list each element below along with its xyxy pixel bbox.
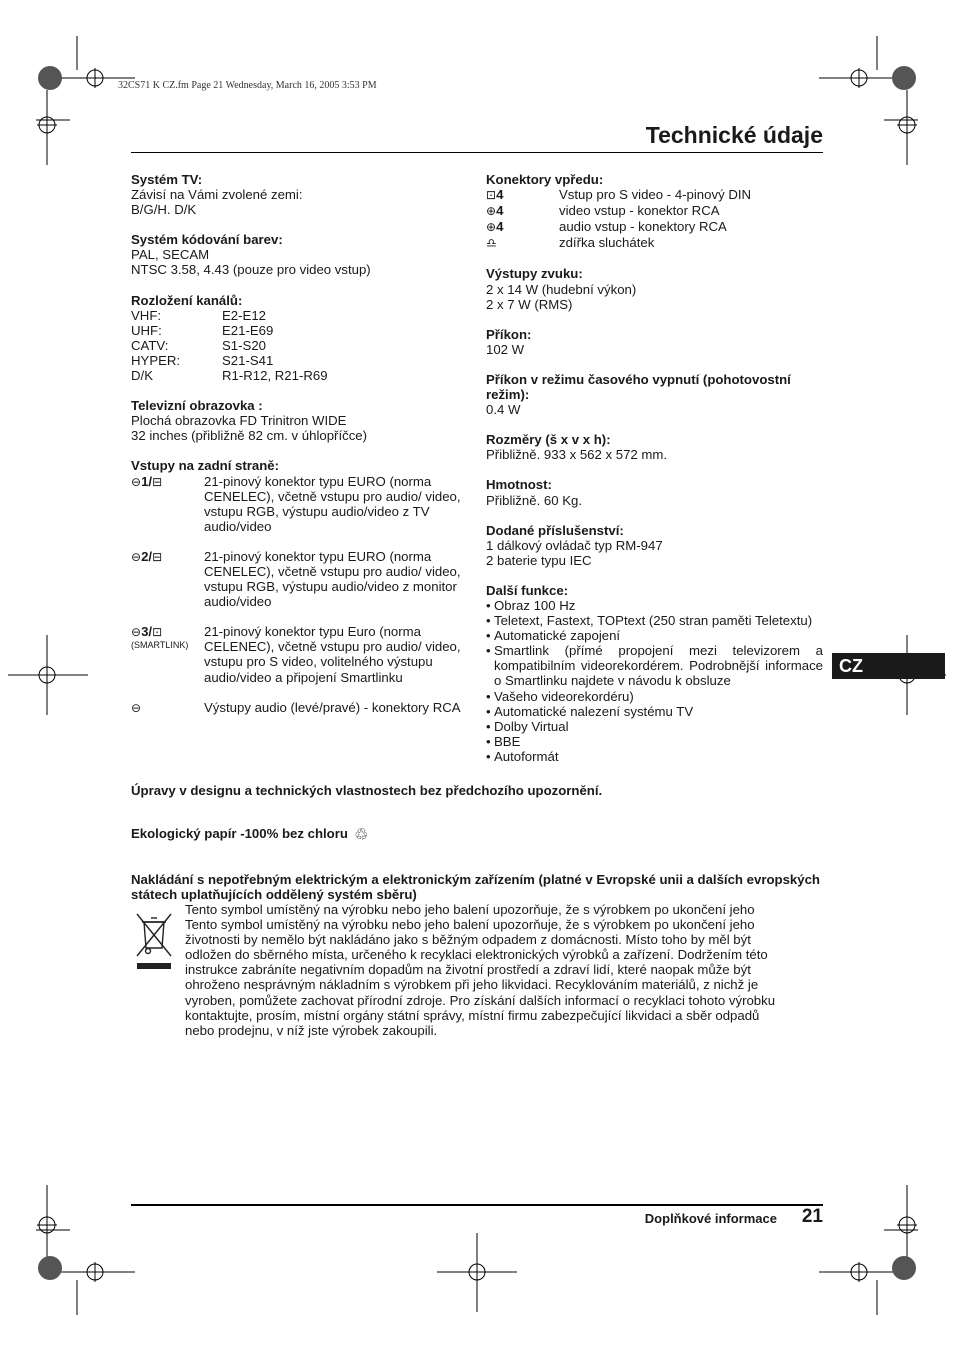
feature-item: • BBE — [486, 734, 823, 749]
screen-heading: Televizní obrazovka : — [131, 398, 263, 414]
channel-band: D/K — [131, 368, 153, 384]
rear-port-number: 2/ — [141, 548, 153, 564]
screen-line: Plochá obrazovka FD Trinitron WIDE — [131, 413, 347, 429]
front-connector-text: zdířka sluchátek — [559, 235, 655, 251]
dimensions-heading: Rozměry (š x v x h): — [486, 432, 611, 448]
front-connector-text: Vstup pro S video - 4-pinový DIN — [559, 187, 752, 203]
front-connector-row — [486, 219, 823, 235]
channel-band: UHF: — [131, 322, 162, 338]
feature-item: • Dolby Virtual — [486, 719, 823, 734]
weee-text-line: odložen do sběrného místa, určeného k recyklaci elektronických výrobků a zařízení. Dodržením této — [185, 947, 768, 963]
audio-output-heading: Výstupy zvuku: — [486, 266, 583, 282]
eco-paper-note — [131, 826, 368, 843]
channel-row — [131, 323, 471, 338]
rear-port-text: 21-pinový konektor typu Euro (norma CELENEC), včetně vstupu pro audio/ video, vstupu pro S video, volitelného výstupu audio/video a připojení Smartlinku — [204, 624, 461, 685]
scart-output-icon: ⊟ — [152, 549, 163, 564]
accessories-line: 2 baterie typu IEC — [486, 552, 592, 568]
power-heading: Příkon: — [486, 326, 532, 342]
rear-port-label — [131, 474, 204, 534]
scart-output-icon: ⊟ — [152, 474, 163, 489]
color-system-heading: Systém kódování barev: — [131, 232, 283, 248]
feature-item: • Automatické zapojení — [486, 628, 823, 643]
weee-text — [185, 902, 823, 1038]
dimensions-section — [486, 432, 823, 462]
screen-section — [131, 398, 471, 443]
channel-row — [131, 308, 471, 323]
right-column — [486, 172, 823, 764]
crossed-bin-icon — [134, 910, 174, 972]
features-list — [486, 598, 823, 764]
channel-band: VHF: — [131, 307, 162, 323]
weee-text-line: nebo prodejnu, v níž jste výrobek zakoupili. — [185, 1022, 438, 1038]
accessories-line: 1 dálkový ovládač typ RM-947 — [486, 537, 663, 553]
svideo-icon: ⊡ — [486, 188, 497, 203]
tv-system-heading: Systém TV: — [131, 172, 203, 187]
front-connector-number: 4 — [496, 203, 504, 219]
footer-section-label: Doplňkové informace — [644, 1211, 777, 1226]
channel-range: E2-E12 — [222, 307, 266, 323]
rear-port-label — [131, 624, 204, 684]
page-number: 21 — [801, 1206, 823, 1227]
feature-item: • Autoformát — [486, 749, 823, 764]
front-connector-label — [486, 203, 559, 219]
feature-item: • Automatické nalezení systému TV — [486, 704, 823, 719]
design-notice: Úpravy v designu a technických vlastnostech bez předchozího upozornění. — [131, 783, 603, 798]
left-column — [131, 172, 471, 731]
front-connector-row — [486, 235, 823, 251]
channel-band: HYPER: — [131, 352, 181, 368]
weee-text-line: ohroženo nesprávným nákladním s výrobkem při jeho likvidaci. Recyklováním materiálů, z nichž je — [185, 977, 759, 993]
color-system-section — [131, 232, 471, 277]
page-title: Technické údaje — [645, 122, 823, 148]
channel-range: S1-S20 — [222, 337, 266, 353]
rear-port — [131, 700, 471, 716]
scart-input-icon: ⊖ — [131, 625, 142, 640]
recycle-icon: ♲ — [353, 827, 369, 844]
color-system-line: PAL, SECAM — [131, 247, 210, 263]
rear-port — [131, 549, 471, 609]
rear-port — [131, 624, 471, 684]
accessories-section — [486, 523, 823, 568]
tv-system-line: Závisí na Vámi zvolené zemi: — [131, 187, 303, 203]
weight-line: Přibližně. 60 Kg. — [486, 492, 583, 508]
power-line: 102 W — [486, 341, 525, 357]
feature-item: • Obraz 100 Hz — [486, 598, 823, 613]
weee-title: Nakládání s nepotřebným elektrickým a elektronickým zařízením (platné v Evropské unii a dalších evropských státech uplatňujících oddělený systém sběru) — [131, 872, 820, 903]
rear-port-text: 21-pinový konektor typu EURO (norma CENELEC), včetně vstupu pro audio/ video, vstupu RGB, výstupu audio/video z TV audio/video — [204, 473, 461, 534]
audio-output-section — [486, 266, 823, 311]
front-connector-text: video vstup - konektor RCA — [559, 203, 720, 219]
weee-text-line: Tento symbol umístěný na výrobku nebo jeho balení upozorňuje, že s výrobkem po ukončení jeho — [185, 902, 755, 917]
features-section — [486, 583, 823, 764]
scart-input-icon: ⊖ — [131, 549, 142, 564]
screen-line: 32 inches (přibližně 82 cm. v úhlopříčce) — [131, 428, 368, 444]
front-connector-label — [486, 187, 559, 203]
audio-input-icon: ⊕ — [486, 220, 497, 235]
features-heading: Další funkce: — [486, 582, 569, 598]
feature-item: • Smartlink (přímé propojení mezi televizorem a kompatibilním videorekordérem. Podrobnější informace o Smartlinku najdete v návodu k obsluze — [486, 643, 823, 688]
rear-port-label — [131, 700, 204, 716]
tv-system-line: B/G/H. D/K — [131, 202, 197, 218]
weee-text-line: kontaktujte, prosím, místní orgány státní správy, místní firmu zabezpečující likvidaci a sběr odpadů — [185, 1007, 760, 1023]
feature-item: • Vašeho videorekordéru) — [486, 689, 823, 704]
rear-port-text: 21-pinový konektor typu EURO (norma CENELEC), včetně vstupu pro audio/ video, vstupu RGB, výstupu audio/video z monitor audio/video — [204, 548, 461, 610]
accessories-heading: Dodané příslušenství: — [486, 522, 624, 538]
channel-range: E21-E69 — [222, 322, 274, 338]
rear-inputs-heading: Vstupy na zadní straně: — [131, 458, 280, 474]
front-connectors-section — [486, 172, 823, 251]
standby-section — [486, 372, 823, 417]
rear-inputs-section — [131, 458, 471, 715]
front-connector-text: audio vstup - konektory RCA — [559, 219, 727, 235]
rear-port-label — [131, 549, 204, 609]
channels-section — [131, 293, 471, 384]
rear-port-number: 1/ — [141, 473, 153, 489]
standby-heading: Příkon v režimu časového vypnutí (pohotovostní režim): — [486, 371, 791, 403]
power-section — [486, 327, 823, 357]
weee-text-line: Tento symbol umístěný na výrobku nebo jeho balení upozorňuje, že s výrobkem po ukončení jeho — [185, 917, 755, 933]
bottom-rule — [131, 1204, 823, 1206]
feature-item: • Teletext, Fastext, TOPtext (250 stran paměti Teletextu) — [486, 613, 823, 628]
rear-port — [131, 474, 471, 534]
language-tab — [832, 653, 945, 679]
channel-range: R1-R12, R21-R69 — [222, 368, 328, 384]
audio-output-icon: ⊖ — [131, 700, 142, 715]
weee-text-line: vyroben, pomůžete zachovat přírodní zdroje. Pro získání dalších informací o recyklaci tohoto výrobku — [185, 992, 776, 1008]
svideo-icon: ⊡ — [152, 625, 163, 640]
weee-text-line: instrukce zabráníte negativním dopadům na životní prostředí a zdraví lidí, které naopak může být — [185, 962, 751, 978]
scart-input-icon: ⊖ — [131, 474, 142, 489]
color-system-line: NTSC 3.58, 4.43 (pouze pro video vstup) — [131, 262, 371, 278]
channels-heading: Rozložení kanálů: — [131, 292, 243, 308]
channel-row — [131, 368, 471, 383]
weight-heading: Hmotnost: — [486, 477, 552, 493]
channel-row — [131, 353, 471, 368]
standby-line: 0.4 W — [486, 402, 521, 418]
file-header: 32CS71 K CZ.fm Page 21 Wednesday, March 16, 2005 3:53 PM — [118, 80, 377, 91]
front-connector-label — [486, 219, 559, 235]
headphones-icon: ♎ — [486, 236, 497, 251]
eco-paper-text: Ekologický papír -100% bez chloru — [131, 826, 348, 841]
audio-output-line: 2 x 14 W (hudební výkon) — [486, 281, 637, 297]
channel-row — [131, 338, 471, 353]
channel-range: S21-S41 — [222, 352, 274, 368]
rear-port-number: 3/ — [141, 624, 153, 640]
weee-text-line: životnosti by nemělo být nakládáno jako s běžným odpadem z domácnosti. Místo toho by měl být — [185, 932, 751, 948]
weight-section — [486, 477, 823, 507]
smartlink-label: (SMARTLINK) — [131, 640, 189, 651]
audio-output-line: 2 x 7 W (RMS) — [486, 296, 573, 312]
top-rule — [131, 152, 823, 153]
tv-system-section — [131, 172, 471, 217]
front-connector-row — [486, 187, 823, 203]
front-connector-row — [486, 203, 823, 219]
dimensions-line: Přibližně. 933 x 562 x 572 mm. — [486, 447, 668, 463]
channel-band: CATV: — [131, 337, 169, 353]
front-connector-label — [486, 235, 559, 251]
language-tab-label: CZ — [839, 656, 863, 676]
front-connector-number: 4 — [496, 219, 504, 235]
front-connectors-heading: Konektory vpředu: — [486, 172, 604, 187]
rear-port-text: Výstupy audio (levé/pravé) - konektory RCA — [204, 699, 461, 715]
video-input-icon: ⊕ — [486, 204, 497, 219]
front-connector-number: 4 — [496, 187, 504, 203]
